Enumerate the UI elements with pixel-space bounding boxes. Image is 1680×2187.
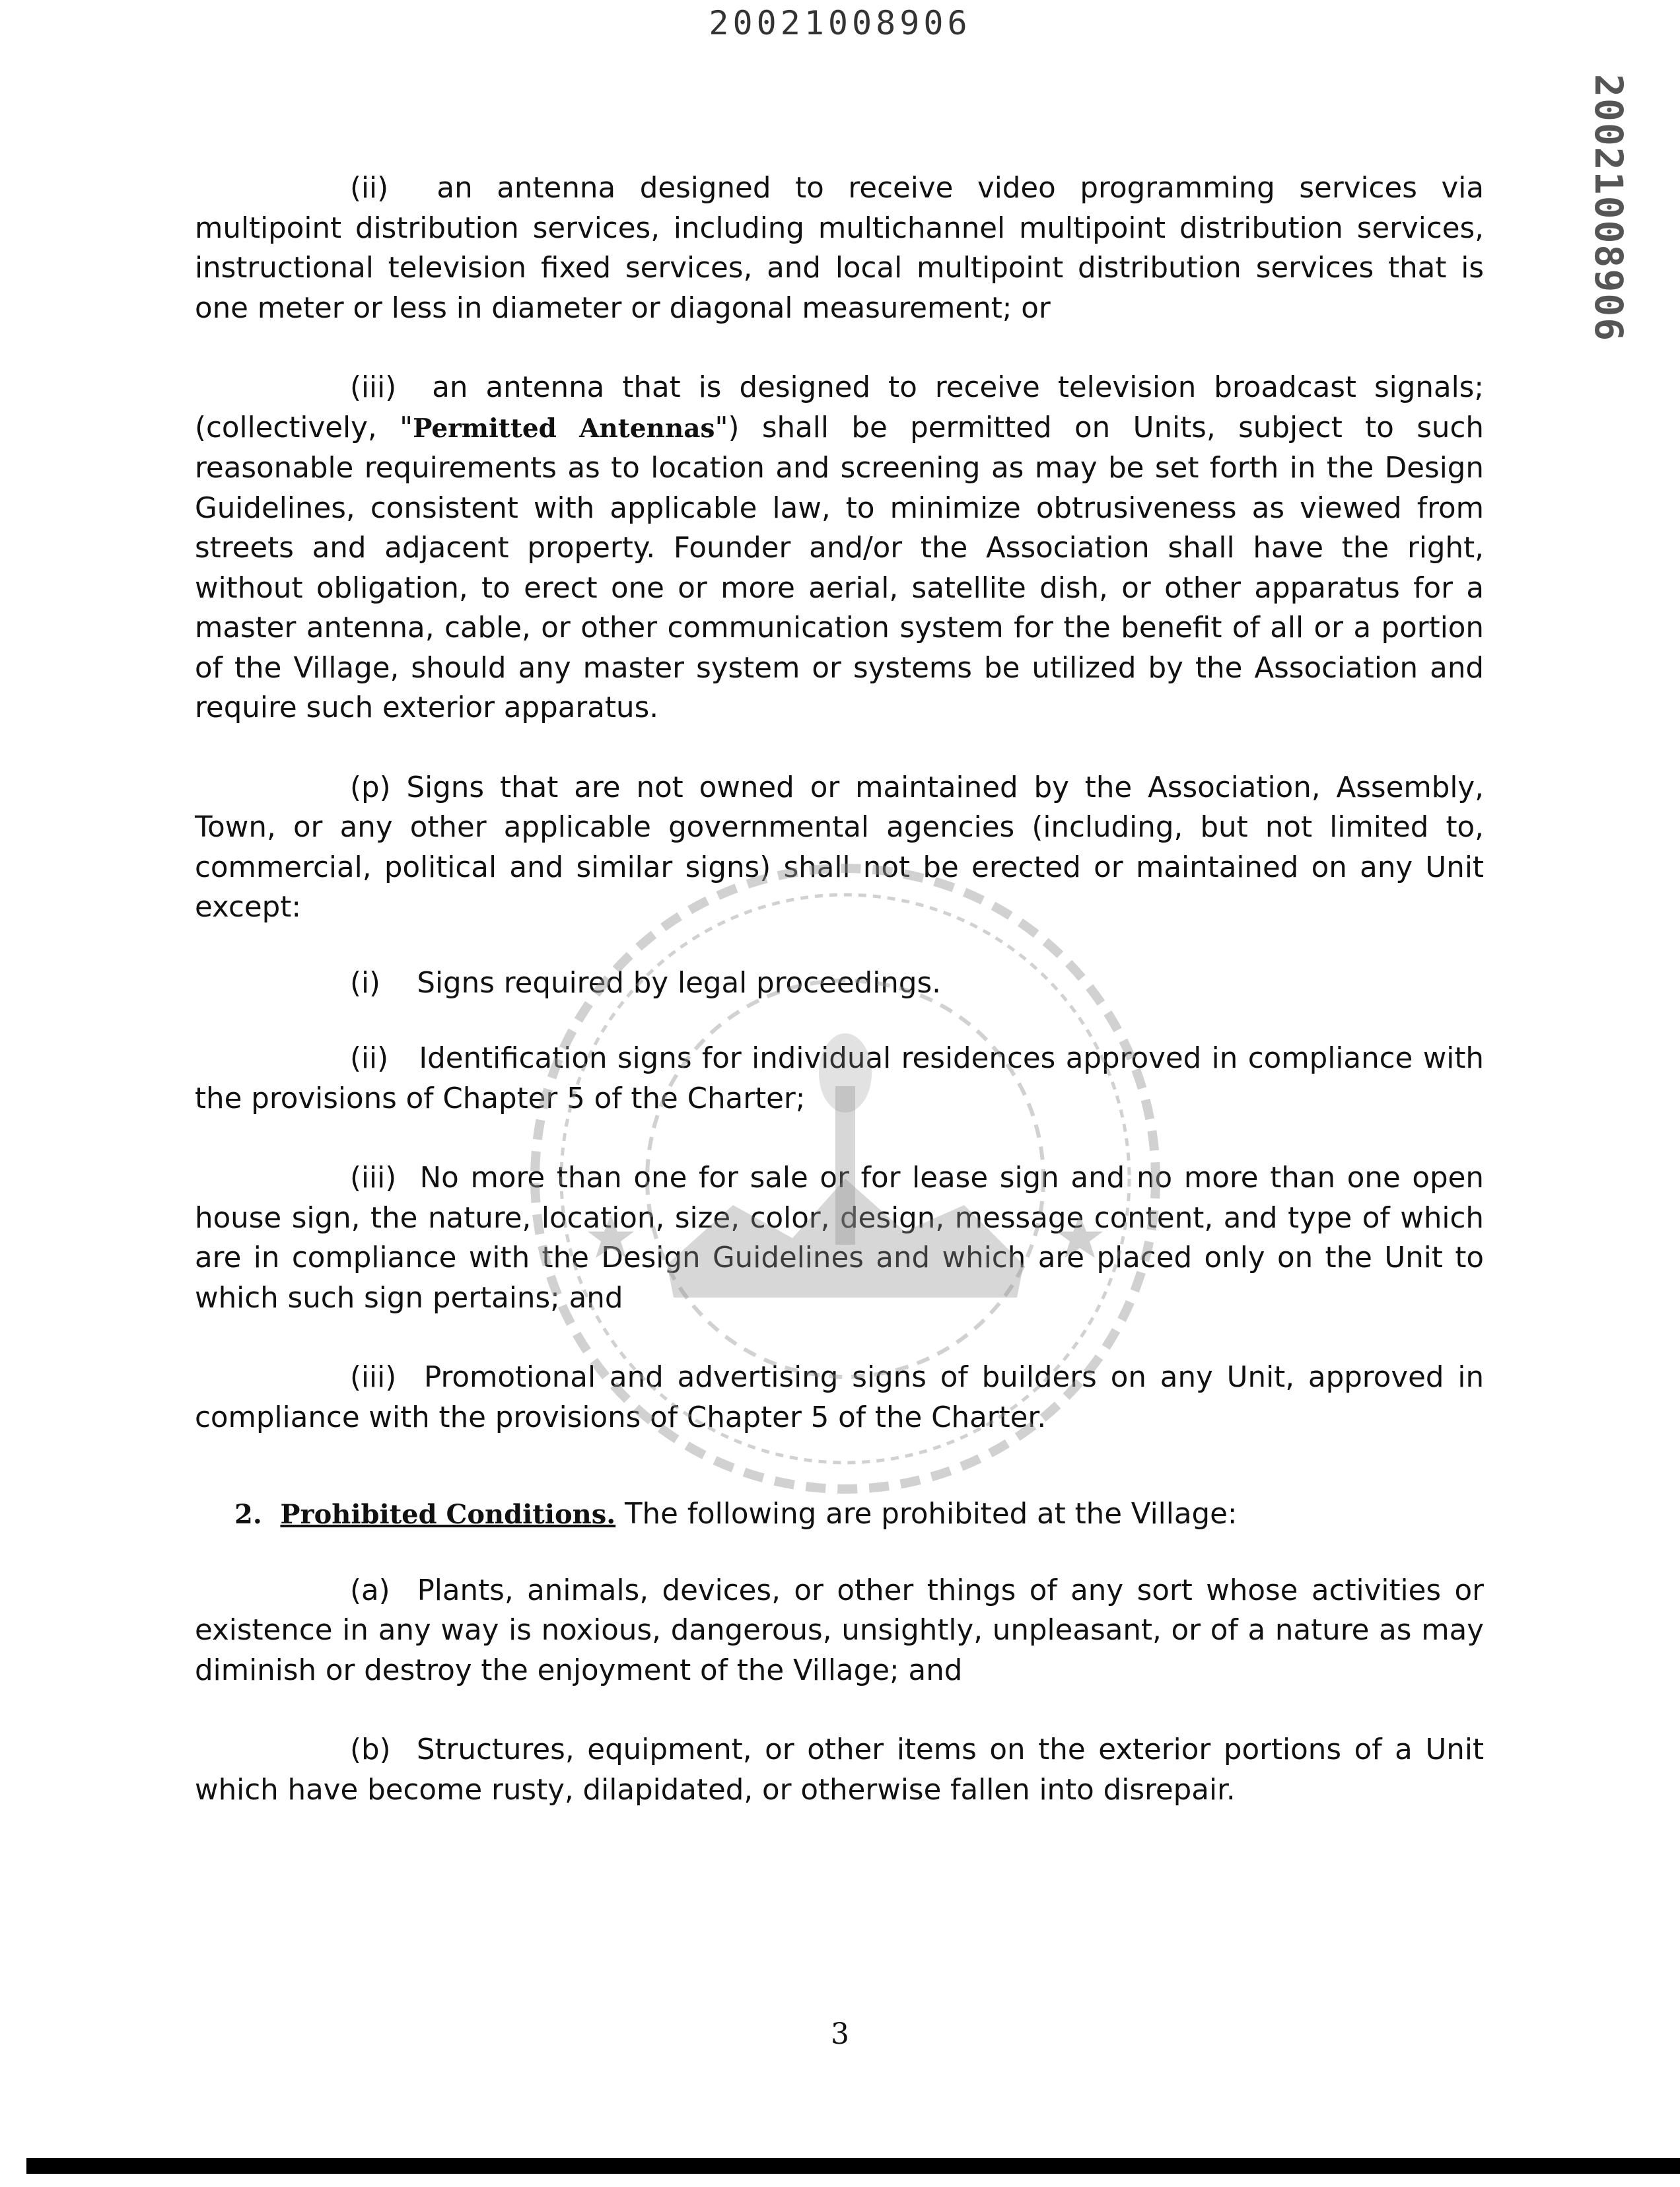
clause-text: ") shall be permitted on Units, subject to such reasonable requirements as to location and screening as may be set forth in the Design Guidelines, consistent with applicable law, to minimize obtrusiveness as viewed from streets and adjacent property. Founder and/or the Association shall have the right, without obligation, to erect one or more aerial, satellite dish, or other apparatus for a master antenna, cable, or other communication system for the benefit of all or a portion of the Village, should any master system or systems be utilized by the Association and require such exterior apparatus.: [195, 411, 1484, 724]
clause-text: Signs required by legal proceedings.: [417, 966, 941, 1000]
section-prohibited-conditions: [195, 1494, 1484, 1535]
clause-label: (b): [350, 1733, 391, 1766]
bottom-rule: [26, 2158, 1680, 2174]
clause-label: (iii): [350, 371, 397, 404]
clause-label: (iii): [350, 1162, 397, 1195]
clause-signs-sale: [195, 1158, 1484, 1318]
document-number: 20021008906: [709, 4, 971, 42]
clause-signs-promotional: [195, 1358, 1484, 1438]
clause-text: Signs that are not owned or maintained by the Association, Assembly, Town, or any other applicable governmental agencies (including, but not limited to, commercial, political and similar signs) shall not be erected or maintained on any Unit except:: [195, 771, 1485, 924]
clause-label: (i): [350, 966, 381, 1000]
prohibited-item-structures: [195, 1730, 1484, 1810]
clause-signs-identification: [195, 1039, 1484, 1119]
clause-text: Identification signs for individual residences approved in compliance with the provisions of Chapter 5 of the Charter;: [195, 1042, 1485, 1115]
document-body: [195, 168, 1484, 1810]
clause-signs: [195, 768, 1484, 928]
clause-label: (ii): [350, 172, 389, 205]
clause-antenna-broadcast: [195, 368, 1484, 728]
section-intro: The following are prohibited at the Village:: [624, 1498, 1238, 1531]
clause-label: (iii): [350, 1361, 397, 1394]
prohibited-item-plants: [195, 1571, 1484, 1691]
clause-label: (a): [350, 1574, 390, 1607]
side-stamp: 20021008906: [1586, 74, 1631, 343]
section-title: Prohibited Conditions.: [280, 1499, 616, 1530]
defined-term: Permitted Antennas: [413, 413, 715, 444]
clause-label: (ii): [350, 1042, 389, 1075]
clause-text: No more than one for sale or for lease sign and no more than one open house sign, the nature, location, size, color, design, message content, and type of which are in compliance with the Design Guidelines and which are placed only on the Unit to which such sign pertains; and: [195, 1162, 1484, 1315]
clause-text: Plants, animals, devices, or other things of any sort whose activities or existence in any way is noxious, dangerous, unsightly, unpleasant, or of a nature as may diminish or destroy the enjoyment of the Village; and: [195, 1574, 1485, 1687]
page-number: 3: [831, 2017, 849, 2051]
clause-text: an antenna designed to receive video programming services via multipoint distribution services, including multichannel multipoint distribution services, instructional television fixed services, and local multipoint distribution services that is one meter or less in diameter or diagonal measurement; or: [195, 172, 1485, 325]
section-number: 2.: [234, 1499, 262, 1530]
clause-text: an antenna that is designed to receive television broadcast signals; (collectively, ": [195, 371, 1485, 444]
clause-text: Promotional and advertising signs of builders on any Unit, approved in compliance with the provisions of Chapter 5 of the Charter.: [195, 1361, 1485, 1434]
clause-signs-legal: [195, 963, 1484, 1004]
clause-label: (p): [350, 771, 391, 804]
clause-antenna-multipoint: [195, 168, 1484, 328]
clause-text: Structures, equipment, or other items on the exterior portions of a Unit which have become rusty, dilapidated, or otherwise fallen into disrepair.: [195, 1733, 1485, 1807]
